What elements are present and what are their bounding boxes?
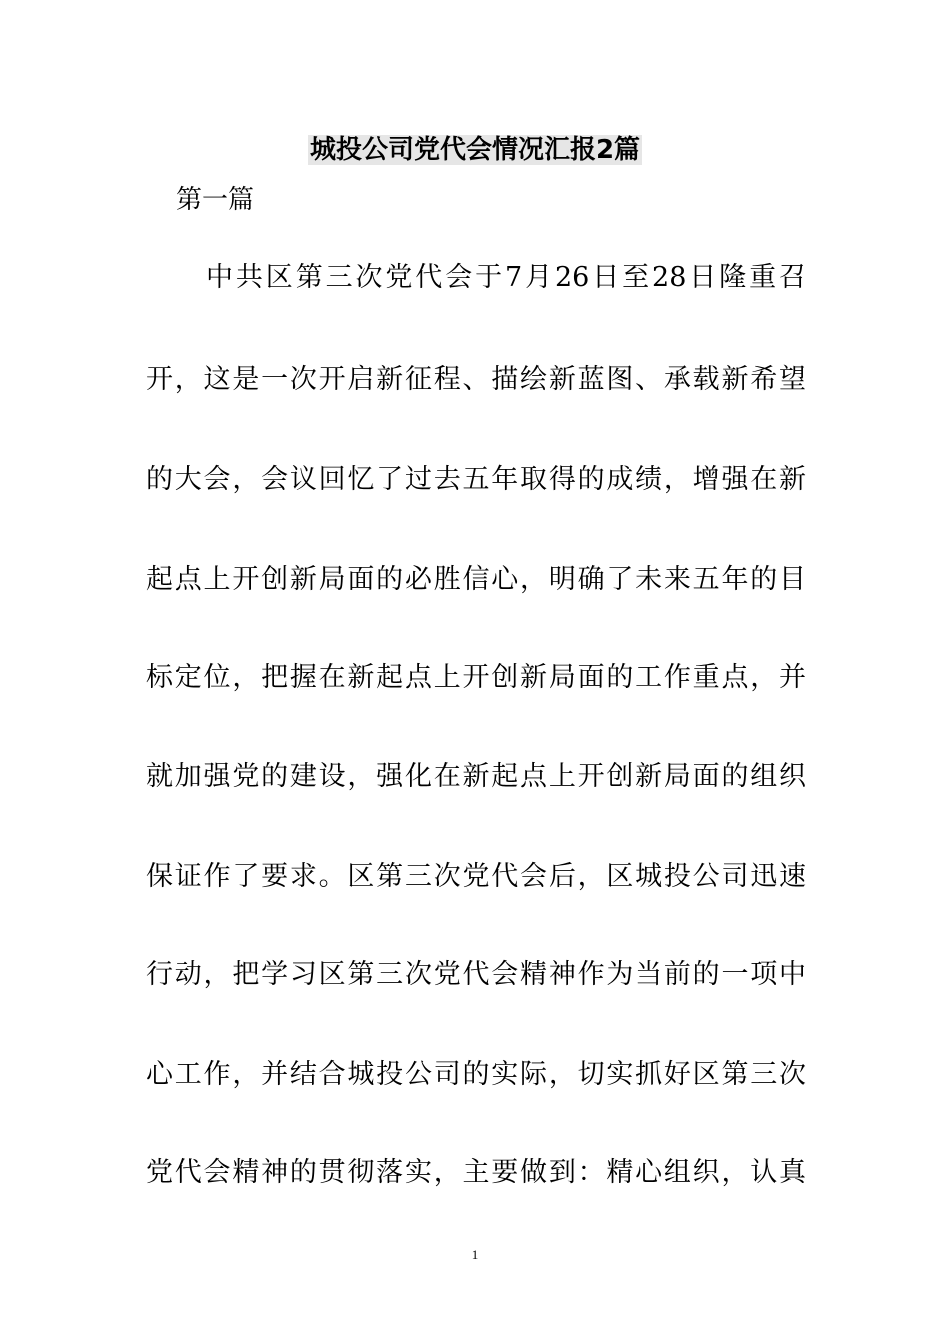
document-title-text: 城投公司党代会情况汇报2篇 — [309, 135, 641, 165]
body-line: 的大会，会议回忆了过去五年取得的成绩，增强在新 — [146, 464, 806, 495]
body-line: 保证作了要求。区第三次党代会后，区城投公司迅速 — [146, 861, 806, 892]
document-title — [0, 128, 950, 172]
body-line: 中共区第三次党代会于7月26日至28日隆重召 — [206, 262, 806, 293]
body-line: 心工作，并结合城投公司的实际，切实抓好区第三次 — [146, 1059, 806, 1090]
body-line: 开，这是一次开启新征程、描绘新蓝图、承载新希望 — [146, 364, 806, 395]
body-line: 起点上开创新局面的必胜信心，明确了未来五年的目 — [146, 564, 806, 595]
body-line: 行动，把学习区第三次党代会精神作为当前的一项中 — [146, 959, 806, 990]
section-label: 第一篇 — [176, 185, 255, 215]
body-line: 标定位，把握在新起点上开创新局面的工作重点，并 — [146, 662, 806, 693]
body-line: 党代会精神的贯彻落实，主要做到：精心组织，认真 — [146, 1157, 806, 1188]
body-line: 就加强党的建设，强化在新起点上开创新局面的组织 — [146, 761, 806, 792]
page-number: 1 — [471, 1247, 479, 1262]
